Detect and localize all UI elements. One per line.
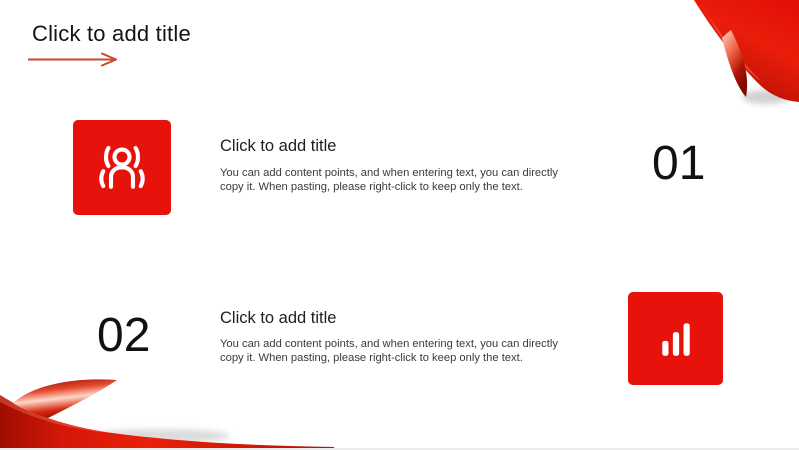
slide-title-placeholder[interactable]: Click to add title — [32, 21, 191, 46]
people-group-icon — [91, 137, 153, 199]
item2-body-placeholder[interactable]: You can add content points, and when entering text, you can directly copy it. When pasting, please right-click to keep only the text. — [220, 338, 558, 364]
item2-number: 02 — [97, 309, 151, 362]
bar-chart-icon — [646, 309, 706, 369]
item2-heading-placeholder[interactable]: Click to add title — [220, 309, 337, 327]
item2-icon-box — [628, 292, 723, 385]
item1-body-placeholder[interactable]: You can add content points, and when entering text, you can directly copy it. When pasting, please right-click to keep only the text. — [220, 167, 558, 193]
page-curl-top-right — [684, 0, 799, 120]
item1-heading-placeholder[interactable]: Click to add title — [220, 137, 337, 155]
item1-number: 01 — [652, 137, 706, 190]
arrow-right-icon — [27, 52, 125, 67]
page-curl-bottom-left — [0, 376, 336, 450]
item1-icon-box — [73, 120, 171, 215]
